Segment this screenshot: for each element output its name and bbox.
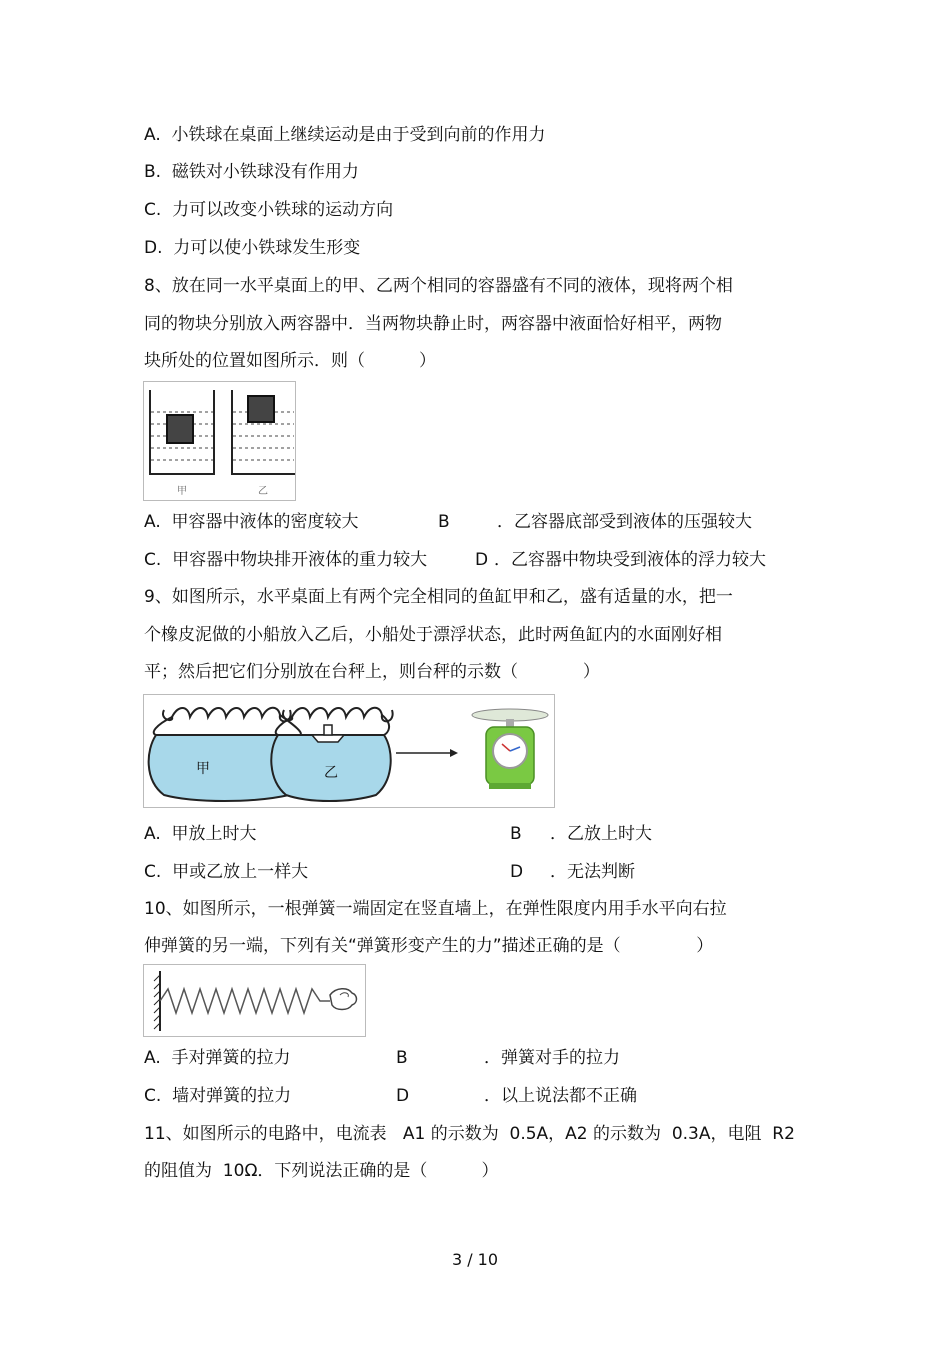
q10-stem-line2: 伸弹簧的另一端，下列有关“弹簧形变产生的力”描述正确的是（ ） bbox=[144, 936, 714, 956]
q10-spring-diagram bbox=[144, 965, 365, 1036]
q11-stem-line1: 11、如图所示的电路中，电流表 A1 的示数为 0.5A，A2 的示数为 0.3A，电阻 R2 bbox=[144, 1124, 795, 1144]
q9-option-b-letter: B bbox=[510, 824, 522, 844]
q8-fig-label-left: 甲 bbox=[177, 486, 187, 497]
q9-option-d: ．无法判断 bbox=[550, 862, 635, 882]
q9-fishbowl-diagram bbox=[144, 695, 554, 807]
q8-option-d-letter: D bbox=[475, 550, 489, 570]
q10-option-d: ．以上说法都不正确 bbox=[484, 1086, 637, 1106]
q7-option-c: C. 力可以改变小铁球的运动方向 bbox=[144, 200, 394, 220]
q10-option-b: ．弹簧对手的拉力 bbox=[484, 1048, 620, 1068]
q7-option-a: A. 小铁球在桌面上继续运动是由于受到向前的作用力 bbox=[144, 125, 546, 145]
q9-option-c: C. 甲或乙放上一样大 bbox=[144, 862, 309, 882]
bowl-left-rim bbox=[163, 708, 291, 722]
q9-stem-line1: 9、如图所示，水平桌面上有两个完全相同的鱼缸甲和乙，盛有适量的水，把一 bbox=[144, 587, 733, 607]
spring bbox=[160, 989, 330, 1013]
right-block bbox=[248, 396, 274, 422]
q10-option-c: C. 墙对弹簧的拉力 bbox=[144, 1086, 292, 1106]
q8-stem-line3: 块所处的位置如图所示．则（ ） bbox=[144, 351, 437, 371]
q8-fig-label-right: 乙 bbox=[258, 486, 268, 497]
boat bbox=[312, 735, 344, 742]
q7-option-d: D. 力可以使小铁球发生形变 bbox=[144, 238, 361, 258]
bowl-right-rim bbox=[283, 708, 393, 722]
q10-option-b-letter: B bbox=[396, 1048, 408, 1068]
q8-option-b-letter: B bbox=[438, 512, 450, 532]
left-block bbox=[167, 415, 193, 443]
q8-option-a: A. 甲容器中液体的密度较大 bbox=[144, 512, 359, 532]
q8-stem-line2: 同的物块分别放入两容器中．当两物块静止时，两容器中液面恰好相平，两物 bbox=[144, 314, 722, 334]
q8-containers-diagram bbox=[144, 382, 295, 500]
q9-stem-line3: 平；然后把它们分别放在台秤上，则台秤的示数（ ） bbox=[144, 662, 600, 682]
q9-fig-label-right: 乙 bbox=[324, 765, 338, 781]
hand bbox=[330, 989, 357, 1010]
q9-stem-line2: 个橡皮泥做的小船放入乙后，小船处于漂浮状态，此时两鱼缸内的水面刚好相 bbox=[144, 625, 722, 645]
q9-option-b: ．乙放上时大 bbox=[550, 824, 652, 844]
q8-option-d: ．乙容器中物块受到液体的浮力较大 bbox=[494, 550, 766, 570]
q9-fig-label-left: 甲 bbox=[196, 761, 210, 777]
q10-figure bbox=[143, 964, 366, 1037]
q9-option-d-letter: D bbox=[510, 862, 524, 882]
q10-option-a: A. 手对弹簧的拉力 bbox=[144, 1048, 291, 1068]
q8-figure bbox=[143, 381, 296, 501]
q8-option-b: ．乙容器底部受到液体的压强较大 bbox=[497, 512, 752, 532]
q7-option-b: B. 磁铁对小铁球没有作用力 bbox=[144, 162, 359, 182]
q8-stem-line1: 8、放在同一水平桌面上的甲、乙两个相同的容器盛有不同的液体，现将两个相 bbox=[144, 276, 733, 296]
q8-option-c: C. 甲容器中物块排开液体的重力较大 bbox=[144, 550, 428, 570]
q11-stem-line2: 的阻值为 10Ω．下列说法正确的是（ ） bbox=[144, 1161, 499, 1181]
q9-option-a: A. 甲放上时大 bbox=[144, 824, 257, 844]
q10-option-d-letter: D bbox=[396, 1086, 410, 1106]
page-number: 3 / 10 bbox=[451, 1250, 499, 1269]
q10-stem-line1: 10、如图所示，一根弹簧一端固定在竖直墙上，在弹性限度内用手水平向右拉 bbox=[144, 899, 727, 919]
q9-figure bbox=[143, 694, 555, 808]
